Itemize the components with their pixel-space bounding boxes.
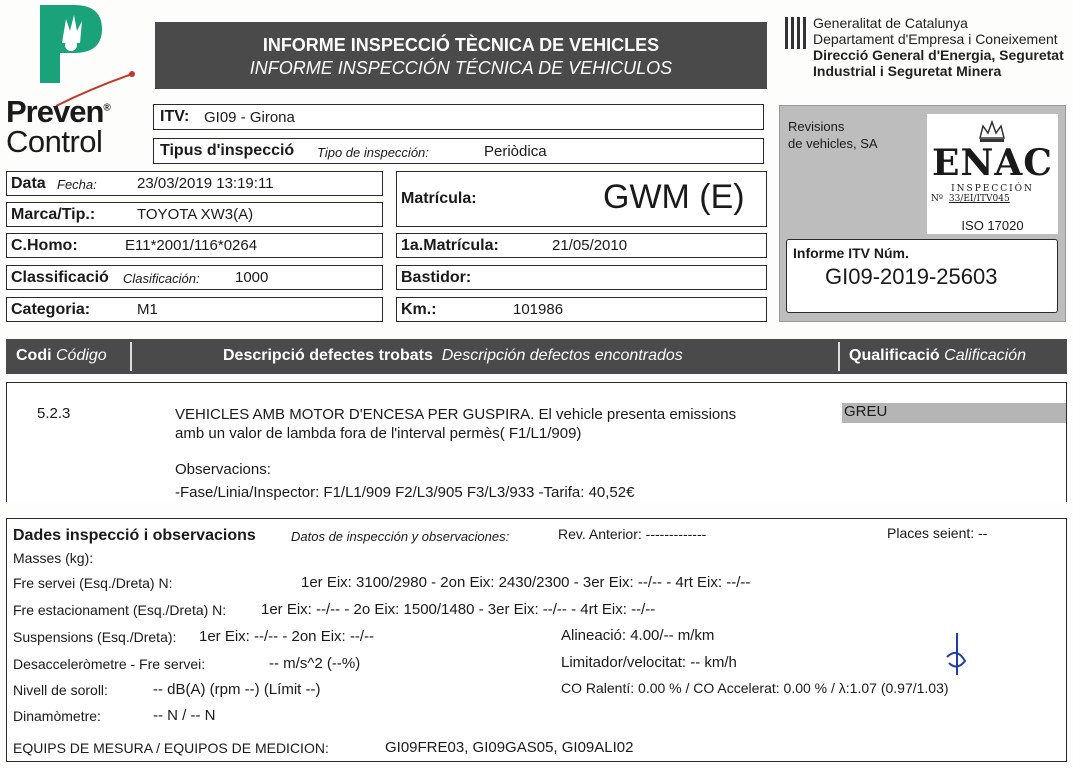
speed-limiter: Limitador/velocitat: -- km/h bbox=[561, 654, 737, 671]
alignment: Alineació: 4.00/-- m/km bbox=[561, 627, 715, 644]
col-code: Codi Código bbox=[16, 347, 107, 364]
report-title-banner bbox=[155, 22, 767, 89]
service-brake-values: 1er Eix: 3100/2980 - 2on Eix: 2430/2300 - 3er Eix: --/-- - 4rt Eix: --/-- bbox=[301, 574, 751, 591]
itv-station-field: ITV: GI09 - Girona bbox=[153, 104, 764, 130]
title-catalan: INFORME INSPECCIÓ TÈCNICA DE VEHICLES bbox=[262, 35, 660, 55]
observations-line: -Fase/Linia/Inspector: F1/L1/909 F2/L3/905 F3/L3/933 -Tarifa: 40,52€ bbox=[175, 484, 635, 501]
co-emissions: CO Ralentí: 0.00 % / CO Accelerat: 0.00 % / λ:1.07 (0.97/1.03) bbox=[561, 680, 949, 696]
decelerometer-value: -- m/s^2 (--%) bbox=[269, 655, 361, 672]
report-number-box: Informe ITV Núm. GI09-2019-25603 bbox=[786, 239, 1058, 313]
inspection-type-field: Tipus d'inspecció Tipo de inspección: Periòdica bbox=[153, 138, 764, 164]
defect-code: 5.2.3 bbox=[37, 405, 71, 422]
plate-value: GWM (E) bbox=[603, 178, 745, 216]
generalitat-emblem-icon bbox=[785, 17, 807, 49]
authority-block: Generalitat de Catalunya Departament d'Empresa i Coneixement Direcció General d'Energia, Seguretat Industrial i Seguretat Minera bbox=[813, 15, 1064, 79]
homologation-field: C.Homo: E11*2001/116*0264 bbox=[6, 233, 383, 258]
date-field: Data Fecha: 23/03/2019 13:19:11 bbox=[6, 171, 383, 196]
logo-text-preven: Preven® bbox=[6, 94, 110, 129]
first-registration-field: 1a.Matrícula: 21/05/2010 bbox=[396, 233, 767, 258]
inspection-data-panel: Dades inspecció i observacions Datos de inspección y observaciones: Rev. Anterior: ------------- Places seient: -- Masses (kg): Fre servei (Esq./Dreta) N: 1er Eix: 3100/2980 - 2on Eix: 2430/2300 - 3er Eix: --/-- - 4rt Eix: --/-- Fre estacionament (Esq./Dreta) N: 1er Eix: --/-- - 2o Eix: 1500/1480 - 3er Eix: --/-- - 4rt Eix: --/-- Suspensions (Esq./Dreta): 1er Eix: --/-- - 2on Eix: --/-- Alineació: 4.00/-- m/km Desacceleròmetre - Fre servei: -- m/s^2 (--%) Limitador/velocitat: -- km/h Nivell de soroll: -- dB(A) (rpm --) (Límit --) CO Ralentí: 0.00 % / CO Accelerat: 0.00 % / λ:1.07 (0.97/1.03) Dinamòmetre: -- N / -- N EQUIPS DE MESURA / EQUIPOS DE MEDICION: GI09FRE03, GI09GAS05, GI09ALI02 bbox=[6, 518, 1067, 762]
signature-mark-icon bbox=[943, 631, 971, 679]
chassis-field: Bastidor: bbox=[396, 265, 767, 290]
suspension-values: 1er Eix: --/-- - 2on Eix: --/-- bbox=[199, 628, 375, 645]
measuring-equipment: GI09FRE03, GI09GAS05, GI09ALI02 bbox=[385, 739, 634, 756]
logo-text-control: Control bbox=[6, 124, 103, 159]
title-spanish: INFORME INSPECCIÓN TÉCNICA DE VEHICULOS bbox=[249, 58, 673, 78]
classification-field: Classificació Clasificación: 1000 bbox=[6, 265, 383, 290]
company-name: Revisions de vehicles, SA bbox=[788, 119, 878, 151]
category-field: Categoria: M1 bbox=[6, 297, 383, 322]
col-description: Descripció defectes trobats Descripción defectos encontrados bbox=[223, 347, 683, 364]
mileage-field: Km.: 101986 bbox=[396, 297, 767, 322]
previous-revision: Rev. Anterior: ------------- bbox=[558, 526, 707, 542]
observations-label: Observacions: bbox=[175, 461, 271, 478]
enac-seal: ENAC INSPECCIÓN Nº 33/EI/ITV045 bbox=[927, 114, 1058, 234]
noise-value: -- dB(A) (rpm --) (Límit --) bbox=[153, 681, 321, 698]
defect-entry bbox=[6, 382, 1067, 502]
plate-field: Matrícula: GWM (E) bbox=[396, 171, 767, 227]
defect-description: VEHICLES AMB MOTOR D'ENCESA PER GUSPIRA. El vehicle presenta emissions amb un valor de lambda fora de l'interval permès( F1/L1/909) bbox=[175, 406, 737, 442]
crown-icon bbox=[977, 118, 1007, 144]
seats: Places seient: -- bbox=[887, 525, 988, 541]
dynamometer-value: -- N / -- N bbox=[153, 707, 216, 724]
defect-grade-badge: GREU bbox=[842, 403, 1066, 423]
iso-label: ISO 17020 bbox=[961, 218, 1024, 233]
parking-brake-values: 1er Eix: --/-- - 2o Eix: 1500/1480 - 3er Eix: --/-- - 4rt Eix: --/-- bbox=[261, 601, 656, 618]
inspection-title: Dades inspecció i observacions bbox=[13, 527, 256, 544]
make-model-field: Marca/Tip.: TOYOTA XW3(A) bbox=[6, 202, 383, 227]
accreditation-panel bbox=[779, 105, 1066, 322]
defects-header-bar bbox=[6, 339, 1067, 374]
report-number-value: GI09-2019-25603 bbox=[825, 264, 998, 289]
col-qualification: Qualificació Calificación bbox=[849, 347, 1026, 364]
